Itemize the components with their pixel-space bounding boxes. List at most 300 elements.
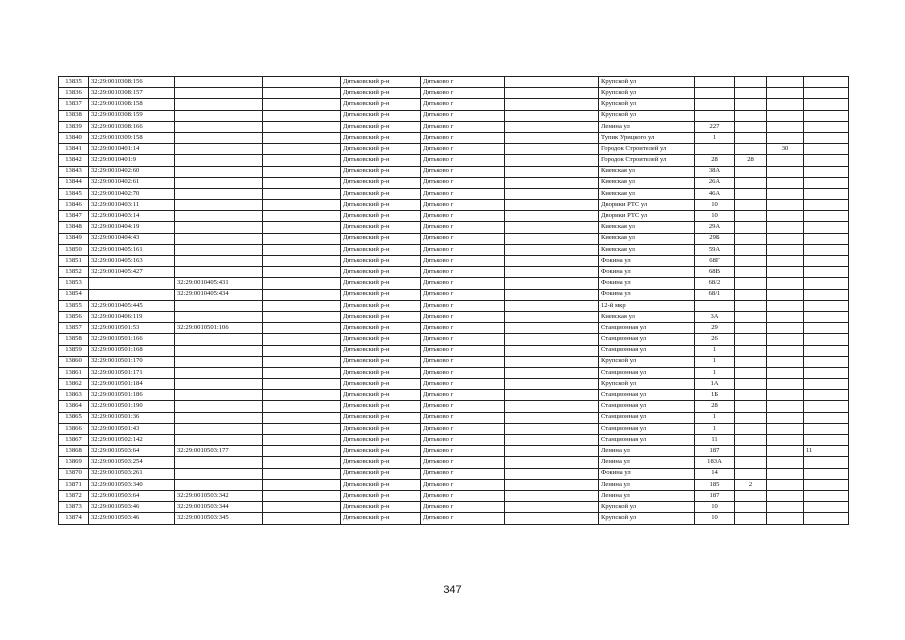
- cell-row-number: 13869: [59, 457, 89, 468]
- cell-apartment: [767, 334, 804, 345]
- cell-cadastral-number: 32:29:0010501:170: [89, 356, 175, 367]
- cell-empty: [505, 188, 599, 199]
- cell-empty: [263, 132, 341, 143]
- cell-house: 227: [695, 121, 735, 132]
- cell-house: [695, 77, 735, 88]
- cell-apartment: [767, 323, 804, 334]
- table-row: [59, 412, 849, 423]
- cell-district: Дятьковский р-н: [341, 412, 421, 423]
- cell-city: Дятьково г: [421, 401, 505, 412]
- cell-street: Дворики РТС ул: [599, 200, 695, 211]
- cell-empty: [505, 390, 599, 401]
- cell-street: Станционная ул: [599, 323, 695, 334]
- cell-empty: [263, 390, 341, 401]
- cell-city: Дятьково г: [421, 412, 505, 423]
- cell-city: Дятьково г: [421, 423, 505, 434]
- cell-house: 28: [695, 401, 735, 412]
- cell-street: Киевская ул: [599, 222, 695, 233]
- cell-related-cadastral-number: [175, 300, 263, 311]
- cell-extra: [804, 457, 849, 468]
- cell-street: Фокина ул: [599, 468, 695, 479]
- cell-house: 68/2: [695, 278, 735, 289]
- cell-building: [735, 121, 767, 132]
- cell-district: Дятьковский р-н: [341, 457, 421, 468]
- table-row: [59, 144, 849, 155]
- cell-house: 187: [695, 446, 735, 457]
- table-row: [59, 88, 849, 99]
- cell-house: 29А: [695, 222, 735, 233]
- cell-cadastral-number: 32:29:0010406:119: [89, 311, 175, 322]
- cell-extra: [804, 502, 849, 513]
- cell-street: Фокина ул: [599, 289, 695, 300]
- cell-related-cadastral-number: [175, 334, 263, 345]
- cell-row-number: 13840: [59, 132, 89, 143]
- cell-cadastral-number: 32:29:0010403:11: [89, 200, 175, 211]
- table-row: [59, 211, 849, 222]
- cell-empty: [505, 211, 599, 222]
- cell-district: Дятьковский р-н: [341, 88, 421, 99]
- cell-empty: [505, 222, 599, 233]
- table-row: [59, 289, 849, 300]
- cell-building: [735, 334, 767, 345]
- cell-empty: [263, 356, 341, 367]
- cell-house: 29: [695, 323, 735, 334]
- table-row: [59, 446, 849, 457]
- cell-city: Дятьково г: [421, 457, 505, 468]
- cell-district: Дятьковский р-н: [341, 423, 421, 434]
- cell-related-cadastral-number: [175, 177, 263, 188]
- cell-street: Киевская ул: [599, 188, 695, 199]
- cell-related-cadastral-number: [175, 155, 263, 166]
- cell-empty: [505, 144, 599, 155]
- cell-district: Дятьковский р-н: [341, 289, 421, 300]
- cell-empty: [505, 77, 599, 88]
- cell-apartment: [767, 88, 804, 99]
- cell-district: Дятьковский р-н: [341, 244, 421, 255]
- cell-related-cadastral-number: [175, 121, 263, 132]
- table-row: [59, 423, 849, 434]
- cell-empty: [263, 166, 341, 177]
- cell-related-cadastral-number: [175, 166, 263, 177]
- cell-empty: [505, 311, 599, 322]
- cell-street: 12-й мкр: [599, 300, 695, 311]
- cell-empty: [263, 211, 341, 222]
- cell-street: Станционная ул: [599, 423, 695, 434]
- cell-street: Станционная ул: [599, 412, 695, 423]
- cell-cadastral-number: 32:29:0010501:36: [89, 412, 175, 423]
- cell-extra: [804, 367, 849, 378]
- cell-extra: [804, 200, 849, 211]
- cell-district: Дятьковский р-н: [341, 502, 421, 513]
- cell-street: Станционная ул: [599, 345, 695, 356]
- cell-row-number: 13857: [59, 323, 89, 334]
- cell-street: Тупик Урицкого ул: [599, 132, 695, 143]
- cell-empty: [263, 423, 341, 434]
- cell-house: 59А: [695, 244, 735, 255]
- cell-extra: [804, 244, 849, 255]
- cell-empty: [263, 345, 341, 356]
- cell-district: Дятьковский р-н: [341, 513, 421, 524]
- cell-empty: [263, 468, 341, 479]
- cell-row-number: 13860: [59, 356, 89, 367]
- cell-building: [735, 457, 767, 468]
- cell-building: [735, 502, 767, 513]
- cell-street: Ленина ул: [599, 457, 695, 468]
- cell-empty: [505, 278, 599, 289]
- registry-table-body: [59, 77, 849, 525]
- cell-cadastral-number: 32:29:0010402:70: [89, 188, 175, 199]
- cell-apartment: [767, 211, 804, 222]
- table-row: [59, 278, 849, 289]
- cell-apartment: [767, 345, 804, 356]
- cell-street: Фокина ул: [599, 256, 695, 267]
- cell-city: Дятьково г: [421, 200, 505, 211]
- cell-related-cadastral-number: 32:29:0010405:431: [175, 278, 263, 289]
- cell-extra: [804, 412, 849, 423]
- cell-empty: [263, 244, 341, 255]
- cell-empty: [263, 479, 341, 490]
- cell-cadastral-number: 32:29:0010405:445: [89, 300, 175, 311]
- cell-extra: [804, 300, 849, 311]
- cell-apartment: [767, 99, 804, 110]
- table-row: [59, 323, 849, 334]
- cell-district: Дятьковский р-н: [341, 200, 421, 211]
- cell-empty: [505, 356, 599, 367]
- cell-apartment: [767, 513, 804, 524]
- cell-city: Дятьково г: [421, 513, 505, 524]
- cell-row-number: 13841: [59, 144, 89, 155]
- cell-apartment: [767, 121, 804, 132]
- cell-building: [735, 177, 767, 188]
- cell-house: 10: [695, 502, 735, 513]
- cell-apartment: [767, 233, 804, 244]
- cell-street: Крупской ул: [599, 379, 695, 390]
- cell-row-number: 13837: [59, 99, 89, 110]
- cell-empty: [263, 311, 341, 322]
- table-row: [59, 110, 849, 121]
- cell-city: Дятьково г: [421, 490, 505, 501]
- cell-district: Дятьковский р-н: [341, 267, 421, 278]
- cell-related-cadastral-number: [175, 435, 263, 446]
- cell-district: Дятьковский р-н: [341, 278, 421, 289]
- cell-street: Крупской ул: [599, 110, 695, 121]
- table-row: [59, 222, 849, 233]
- cell-empty: [505, 300, 599, 311]
- cell-related-cadastral-number: [175, 356, 263, 367]
- cell-house: 1: [695, 345, 735, 356]
- cell-apartment: [767, 166, 804, 177]
- cell-row-number: 13843: [59, 166, 89, 177]
- cell-empty: [505, 166, 599, 177]
- cell-row-number: 13838: [59, 110, 89, 121]
- cell-apartment: [767, 502, 804, 513]
- cell-city: Дятьково г: [421, 222, 505, 233]
- cell-row-number: 13853: [59, 278, 89, 289]
- cell-house: 1: [695, 132, 735, 143]
- table-row: [59, 367, 849, 378]
- cell-building: [735, 401, 767, 412]
- cell-apartment: [767, 278, 804, 289]
- cell-empty: [263, 278, 341, 289]
- cell-city: Дятьково г: [421, 244, 505, 255]
- cell-district: Дятьковский р-н: [341, 446, 421, 457]
- table-row: [59, 513, 849, 524]
- cell-house: 26А: [695, 177, 735, 188]
- cell-row-number: 13850: [59, 244, 89, 255]
- cell-related-cadastral-number: [175, 188, 263, 199]
- cell-related-cadastral-number: [175, 267, 263, 278]
- cell-house: 46А: [695, 188, 735, 199]
- cell-empty: [505, 468, 599, 479]
- cell-building: [735, 468, 767, 479]
- cell-cadastral-number: 32:29:0010501:190: [89, 401, 175, 412]
- cell-related-cadastral-number: [175, 311, 263, 322]
- cell-related-cadastral-number: [175, 110, 263, 121]
- cell-city: Дятьково г: [421, 177, 505, 188]
- cell-cadastral-number: 32:29:0010501:53: [89, 323, 175, 334]
- cell-empty: [263, 457, 341, 468]
- cell-district: Дятьковский р-н: [341, 144, 421, 155]
- cell-city: Дятьково г: [421, 446, 505, 457]
- cell-row-number: 13865: [59, 412, 89, 423]
- cell-building: [735, 300, 767, 311]
- cell-street: Крупской ул: [599, 513, 695, 524]
- cell-district: Дятьковский р-н: [341, 323, 421, 334]
- cell-empty: [505, 401, 599, 412]
- cell-related-cadastral-number: [175, 77, 263, 88]
- cell-city: Дятьково г: [421, 110, 505, 121]
- cell-street: Крупской ул: [599, 77, 695, 88]
- cell-related-cadastral-number: [175, 256, 263, 267]
- cell-city: Дятьково г: [421, 289, 505, 300]
- cell-district: Дятьковский р-н: [341, 222, 421, 233]
- cell-extra: [804, 188, 849, 199]
- cell-building: [735, 222, 767, 233]
- cell-empty: [505, 200, 599, 211]
- cell-house: 68В: [695, 267, 735, 278]
- cell-apartment: [767, 356, 804, 367]
- cell-row-number: 13835: [59, 77, 89, 88]
- table-row: [59, 233, 849, 244]
- cell-empty: [263, 401, 341, 412]
- cell-extra: [804, 479, 849, 490]
- cell-house: 3А: [695, 311, 735, 322]
- cell-city: Дятьково г: [421, 435, 505, 446]
- cell-city: Дятьково г: [421, 211, 505, 222]
- cell-row-number: 13870: [59, 468, 89, 479]
- cell-extra: [804, 77, 849, 88]
- cell-empty: [505, 155, 599, 166]
- cell-empty: [263, 334, 341, 345]
- cell-street: Дворики РТС ул: [599, 211, 695, 222]
- cell-house: 28: [695, 155, 735, 166]
- cell-building: [735, 289, 767, 300]
- cell-street: Ленина ул: [599, 121, 695, 132]
- cell-row-number: 13844: [59, 177, 89, 188]
- cell-apartment: [767, 77, 804, 88]
- cell-house: 1А: [695, 379, 735, 390]
- cell-extra: [804, 289, 849, 300]
- cell-building: [735, 144, 767, 155]
- cell-extra: [804, 490, 849, 501]
- cell-building: [735, 278, 767, 289]
- cell-house: 10: [695, 200, 735, 211]
- cell-city: Дятьково г: [421, 188, 505, 199]
- cell-extra: [804, 423, 849, 434]
- cell-row-number: 13864: [59, 401, 89, 412]
- cell-row-number: 13858: [59, 334, 89, 345]
- cell-city: Дятьково г: [421, 367, 505, 378]
- cell-building: [735, 379, 767, 390]
- cell-building: [735, 390, 767, 401]
- cell-apartment: [767, 244, 804, 255]
- table-row: [59, 457, 849, 468]
- cell-empty: [505, 289, 599, 300]
- cell-city: Дятьково г: [421, 99, 505, 110]
- cell-building: [735, 77, 767, 88]
- cell-empty: [505, 379, 599, 390]
- cell-building: [735, 132, 767, 143]
- cell-extra: [804, 390, 849, 401]
- cell-street: Ленина ул: [599, 479, 695, 490]
- cell-city: Дятьково г: [421, 121, 505, 132]
- cell-empty: [263, 412, 341, 423]
- cell-building: [735, 345, 767, 356]
- cell-cadastral-number: 32:29:0010308:159: [89, 110, 175, 121]
- cell-city: Дятьково г: [421, 233, 505, 244]
- cell-extra: [804, 267, 849, 278]
- cell-house: 38А: [695, 166, 735, 177]
- cell-district: Дятьковский р-н: [341, 479, 421, 490]
- cell-cadastral-number: 32:29:0010401:14: [89, 144, 175, 155]
- cell-empty: [263, 300, 341, 311]
- cell-street: Городок Строителей ул: [599, 155, 695, 166]
- cell-city: Дятьково г: [421, 155, 505, 166]
- cell-apartment: [767, 155, 804, 166]
- cell-building: [735, 99, 767, 110]
- cell-cadastral-number: [89, 289, 175, 300]
- table-row: [59, 121, 849, 132]
- cell-extra: [804, 121, 849, 132]
- table-row: [59, 379, 849, 390]
- cell-empty: [263, 323, 341, 334]
- cell-street: Ленина ул: [599, 446, 695, 457]
- cell-row-number: 13845: [59, 188, 89, 199]
- cell-apartment: [767, 390, 804, 401]
- table-row: [59, 155, 849, 166]
- cell-district: Дятьковский р-н: [341, 110, 421, 121]
- cell-building: [735, 367, 767, 378]
- cell-apartment: [767, 256, 804, 267]
- cell-related-cadastral-number: [175, 233, 263, 244]
- cell-street: Фокина ул: [599, 267, 695, 278]
- cell-building: 28: [735, 155, 767, 166]
- cell-related-cadastral-number: [175, 379, 263, 390]
- cell-house: 26: [695, 334, 735, 345]
- cell-street: Станционная ул: [599, 367, 695, 378]
- cell-cadastral-number: 32:29:0010501:184: [89, 379, 175, 390]
- cell-empty: [263, 200, 341, 211]
- cell-row-number: 13863: [59, 390, 89, 401]
- cell-apartment: [767, 435, 804, 446]
- cell-house: 68Г: [695, 256, 735, 267]
- cell-extra: [804, 211, 849, 222]
- cell-row-number: 13867: [59, 435, 89, 446]
- table-row: [59, 468, 849, 479]
- cell-house: 14: [695, 468, 735, 479]
- cell-cadastral-number: 32:29:0010308:156: [89, 77, 175, 88]
- table-row: [59, 244, 849, 255]
- cell-street: Крупской ул: [599, 99, 695, 110]
- cell-street: Станционная ул: [599, 390, 695, 401]
- table-row: [59, 166, 849, 177]
- table-row: [59, 77, 849, 88]
- cell-city: Дятьково г: [421, 88, 505, 99]
- cell-empty: [505, 177, 599, 188]
- cell-related-cadastral-number: [175, 468, 263, 479]
- cell-extra: [804, 435, 849, 446]
- cell-cadastral-number: 32:29:0010405:161: [89, 244, 175, 255]
- cell-apartment: 30: [767, 144, 804, 155]
- cell-building: [735, 356, 767, 367]
- cell-cadastral-number: 32:29:0010503:64: [89, 490, 175, 501]
- cell-building: [735, 166, 767, 177]
- table-row: [59, 132, 849, 143]
- cell-city: Дятьково г: [421, 334, 505, 345]
- cell-cadastral-number: 32:29:0010501:168: [89, 345, 175, 356]
- cell-empty: [263, 155, 341, 166]
- cell-city: Дятьково г: [421, 345, 505, 356]
- cell-district: Дятьковский р-н: [341, 379, 421, 390]
- cell-row-number: 13873: [59, 502, 89, 513]
- cell-city: Дятьково г: [421, 132, 505, 143]
- cell-district: Дятьковский р-н: [341, 256, 421, 267]
- cell-row-number: 13836: [59, 88, 89, 99]
- cell-street: Киевская ул: [599, 166, 695, 177]
- cell-cadastral-number: 32:29:0010503:340: [89, 479, 175, 490]
- cell-apartment: [767, 222, 804, 233]
- cell-empty: [263, 77, 341, 88]
- cell-cadastral-number: 32:29:0010503:254: [89, 457, 175, 468]
- cell-building: [735, 446, 767, 457]
- cell-cadastral-number: 32:29:0010404:43: [89, 233, 175, 244]
- cell-extra: [804, 356, 849, 367]
- cell-related-cadastral-number: [175, 211, 263, 222]
- cell-extra: [804, 99, 849, 110]
- cell-building: [735, 256, 767, 267]
- cell-district: Дятьковский р-н: [341, 177, 421, 188]
- cell-cadastral-number: 32:29:0010502:142: [89, 435, 175, 446]
- cell-cadastral-number: 32:29:0010404:19: [89, 222, 175, 233]
- cell-house: [695, 88, 735, 99]
- cell-extra: [804, 88, 849, 99]
- cell-empty: [505, 99, 599, 110]
- cell-row-number: 13872: [59, 490, 89, 501]
- cell-empty: [263, 267, 341, 278]
- cell-empty: [505, 132, 599, 143]
- cell-row-number: 13861: [59, 367, 89, 378]
- cell-district: Дятьковский р-н: [341, 490, 421, 501]
- cell-city: Дятьково г: [421, 311, 505, 322]
- registry-table: [58, 76, 849, 525]
- cell-empty: [505, 345, 599, 356]
- cell-extra: [804, 155, 849, 166]
- cell-apartment: [767, 267, 804, 278]
- cell-apartment: [767, 300, 804, 311]
- cell-empty: [505, 423, 599, 434]
- cell-empty: [505, 435, 599, 446]
- cell-extra: [804, 222, 849, 233]
